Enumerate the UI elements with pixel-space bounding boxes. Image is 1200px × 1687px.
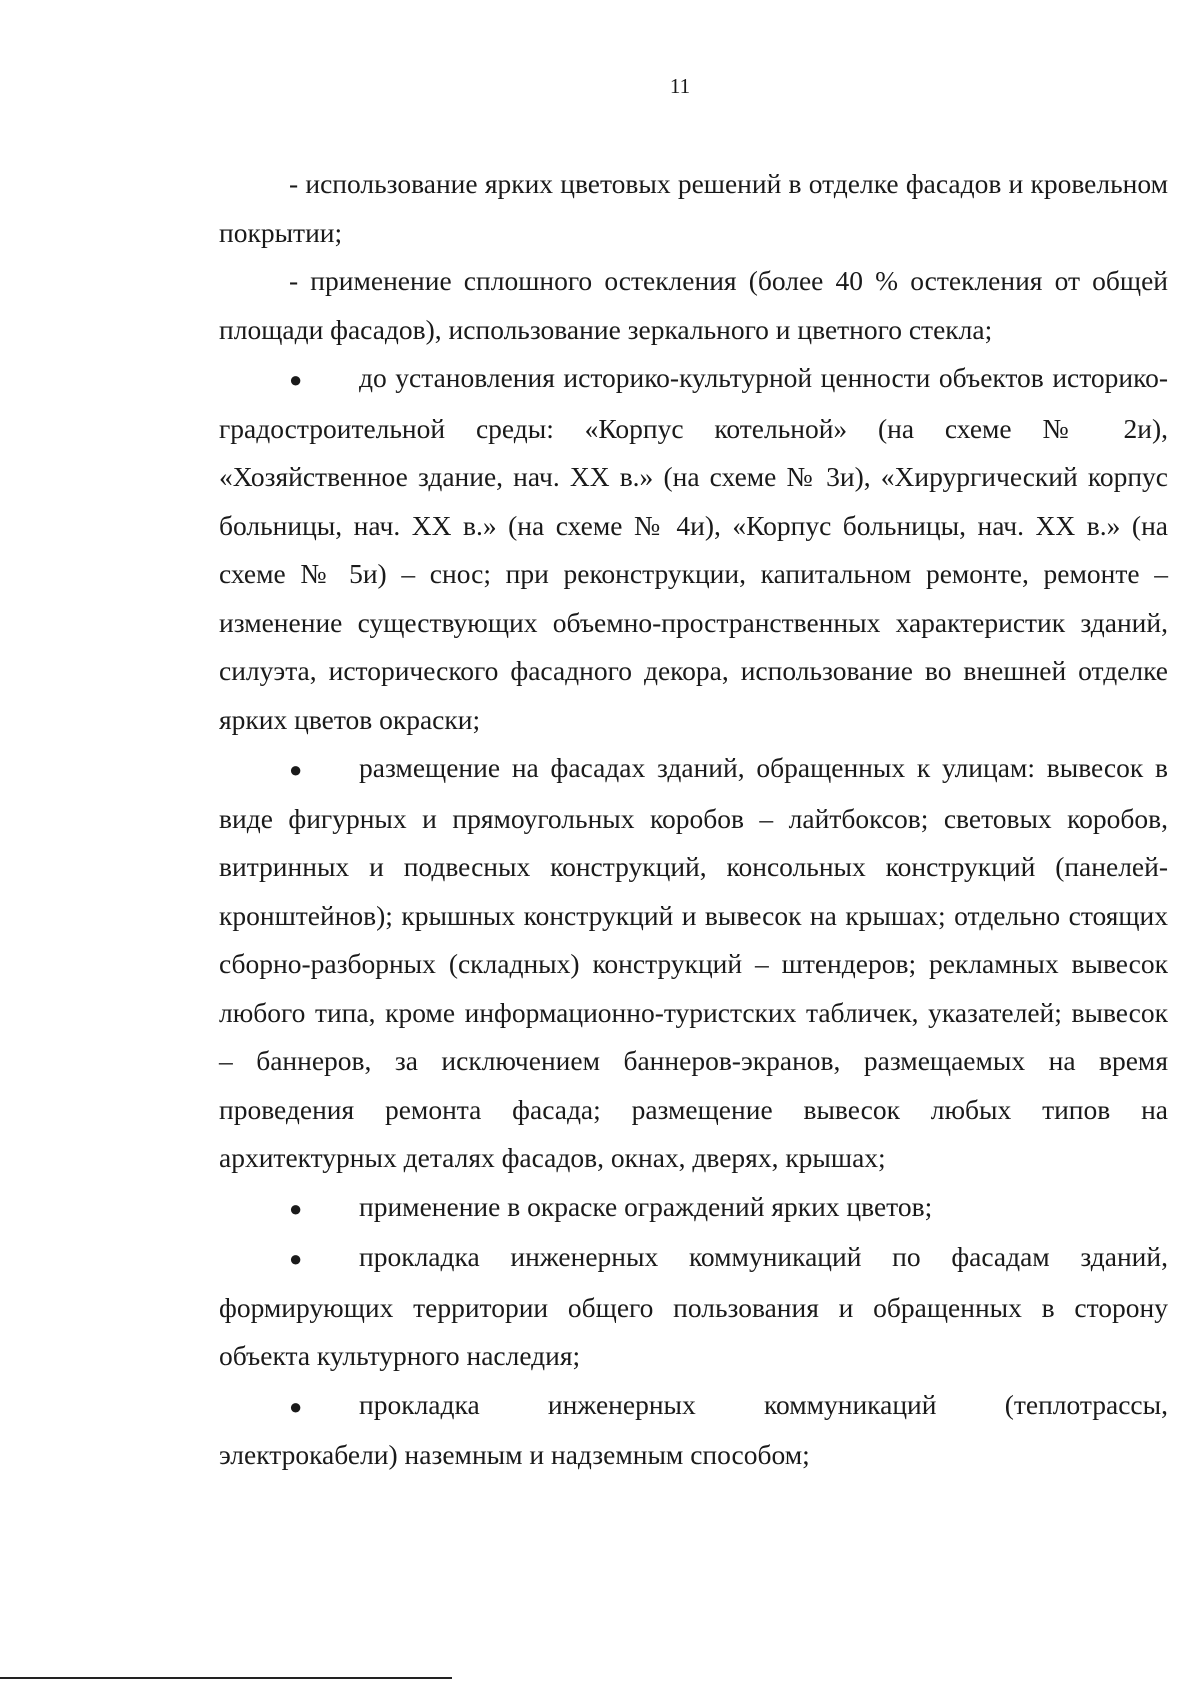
paragraph-dash-2 [219,257,1168,354]
paragraph-dash-1 [219,160,1168,257]
bullet-icon: ● [289,1195,303,1221]
bullet-item-3 [219,1183,1168,1234]
bullet-text: до установления историко-культурной ценности объектов историко-градостроительной среды: «Корпус котельной» (на схеме № 2и), «Хозяйственное здание, нач. XX в.» (на схеме № 3и), «Хирургический корпус больницы, нач. XX в.» (на схеме № 4и), «Корпус больницы, нач. XX в.» (на схеме № 5и) – снос; при реконструкции, капитальном ремонте, ремонте – изменение существующих объемно-пространственных характеристик зданий, силуэта, исторического фасадного декора, использование во внешней отделке ярких цветов окраски; [219,362,1168,735]
bullet-icon: ● [289,1393,303,1419]
page-number: 11 [669,74,691,98]
bullet-item-5 [219,1381,1168,1480]
footer-divider [0,1677,452,1679]
bullet-item-1 [219,354,1168,744]
bullet-item-4 [219,1233,1168,1381]
paragraph-text: - использование ярких цветовых решений в отделке фасадов и кровельном покрытии; [219,168,1168,248]
bullet-icon: ● [289,1246,303,1271]
document-body [219,160,1168,1480]
bullet-text: применение в окраске ограждений ярких цветов; [359,1190,933,1222]
bullet-icon: ● [289,367,303,392]
paragraph-text: - применение сплошного остекления (более 40 % остекления от общей площади фасадов), использование зеркального и цветного стекла; [219,265,1168,345]
bullet-text: прокладка инженерных коммуникаций по фасадам зданий, формирующих территории общего пользования и обращенных в сторону объекта культурного наследия; [219,1241,1168,1371]
bullet-text: прокладка инженерных коммуникаций (теплотрассы, электрокабели) наземным и надземным способом; [219,1388,1168,1470]
bullet-icon: ● [289,757,303,782]
bullet-item-2 [219,744,1168,1183]
bullet-text: размещение на фасадах зданий, обращенных к улицам: вывесок в виде фигурных и прямоугольных коробов – лайтбоксов; световых коробов, витринных и подвесных конструкций, консольных конструкций (панелей-кронштейнов); крышных конструкций и вывесок на крышах; отдельно стоящих сборно-разборных (складных) конструкций – штендеров; рекламных вывесок любого типа, кроме информационно-туристских табличек, указателей; вывесок – баннеров, за исключением баннеров-экранов, размещаемых на время проведения ремонта фасада; размещение вывесок любых типов на архитектурных деталях фасадов, окнах, дверях, крышах; [219,752,1168,1173]
